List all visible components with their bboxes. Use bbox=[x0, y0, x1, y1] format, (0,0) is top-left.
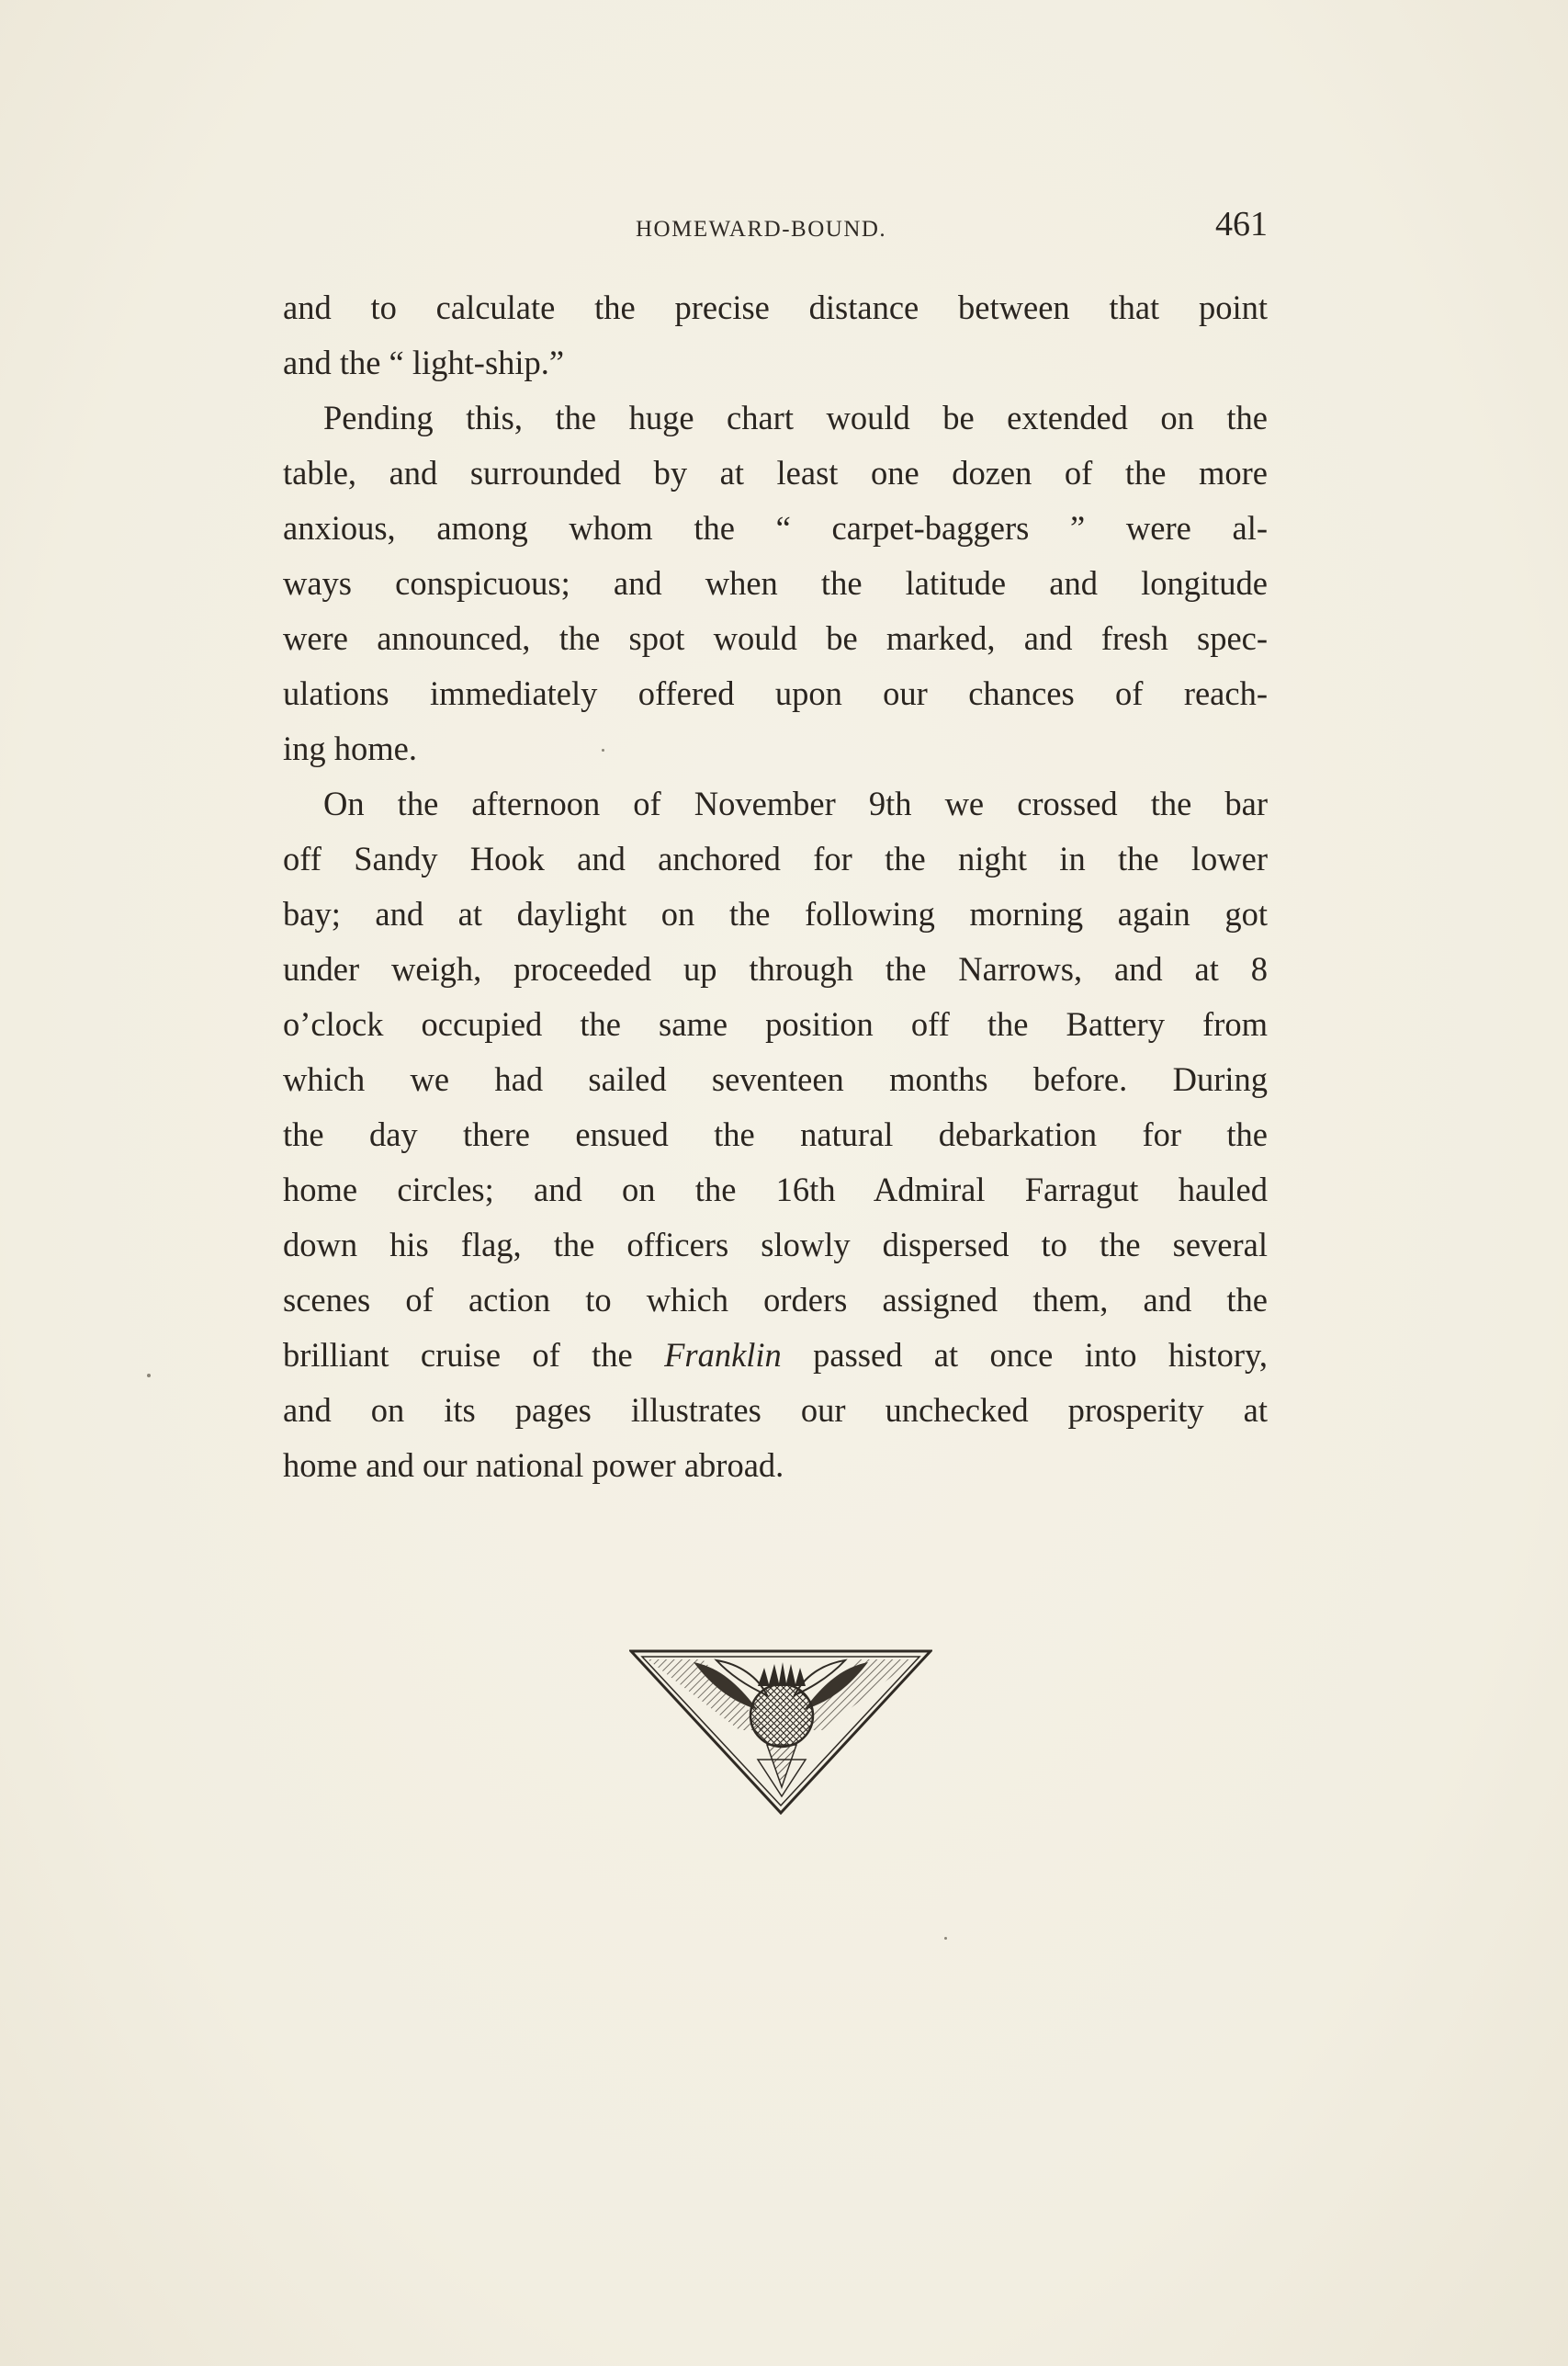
paragraph-start-line: Pending this, the huge chart would be extended on the bbox=[323, 399, 1268, 436]
paper-speck bbox=[944, 1937, 947, 1940]
text-line: and the “ light-ship.” bbox=[283, 344, 565, 381]
body-text bbox=[283, 280, 1268, 1493]
paragraph-start-line: On the afternoon of November 9th we crossed the bar bbox=[323, 785, 1268, 822]
text-line: ing home. bbox=[283, 730, 417, 767]
paper-speck bbox=[147, 1374, 151, 1377]
text-line: ulations immediately offered upon our chances of reach- bbox=[283, 674, 1268, 712]
text-line: scenes of action to which orders assigned them, and the bbox=[283, 1281, 1268, 1319]
text-line: bay; and at daylight on the following morning again got bbox=[283, 895, 1268, 933]
text-line: anxious, among whom the “ carpet-baggers ” were al- bbox=[283, 509, 1268, 547]
ship-name-franklin: Franklin bbox=[664, 1336, 782, 1374]
text-line: home and our national power abroad. bbox=[283, 1446, 784, 1484]
page-header bbox=[283, 204, 1268, 250]
text-segment: passed at once into history, bbox=[781, 1336, 1268, 1374]
text-line: the day there ensued the natural debarkation for the bbox=[283, 1115, 1268, 1153]
text-line: and to calculate the precise distance between that point bbox=[283, 289, 1268, 326]
text-line: table, and surrounded by at least one dozen of the more bbox=[283, 454, 1268, 492]
page-number: 461 bbox=[1215, 205, 1268, 243]
running-head: HOMEWARD-BOUND. bbox=[636, 217, 887, 242]
text-line: o’clock occupied the same position off the Battery from bbox=[283, 1005, 1268, 1043]
paper-speck bbox=[602, 749, 604, 752]
text-segment: brilliant cruise of the bbox=[283, 1336, 665, 1374]
text-line: which we had sailed seventeen months before. During bbox=[283, 1060, 1268, 1098]
text-line: were announced, the spot would be marked, and fresh spec- bbox=[283, 619, 1268, 657]
thistle-tailpiece-icon bbox=[629, 1649, 932, 1815]
text-line: off Sandy Hook and anchored for the night in the lower bbox=[283, 840, 1268, 877]
text-line: home circles; and on the 16th Admiral Farragut hauled bbox=[283, 1171, 1268, 1208]
text-line: down his flag, the officers slowly dispersed to the several bbox=[283, 1226, 1268, 1263]
text-line: and on its pages illustrates our unchecked prosperity at bbox=[283, 1391, 1268, 1429]
text-line: under weigh, proceeded up through the Narrows, and at 8 bbox=[283, 950, 1268, 988]
text-line-franklin bbox=[283, 1328, 1268, 1383]
text-line: ways conspicuous; and when the latitude and longitude bbox=[283, 564, 1268, 602]
